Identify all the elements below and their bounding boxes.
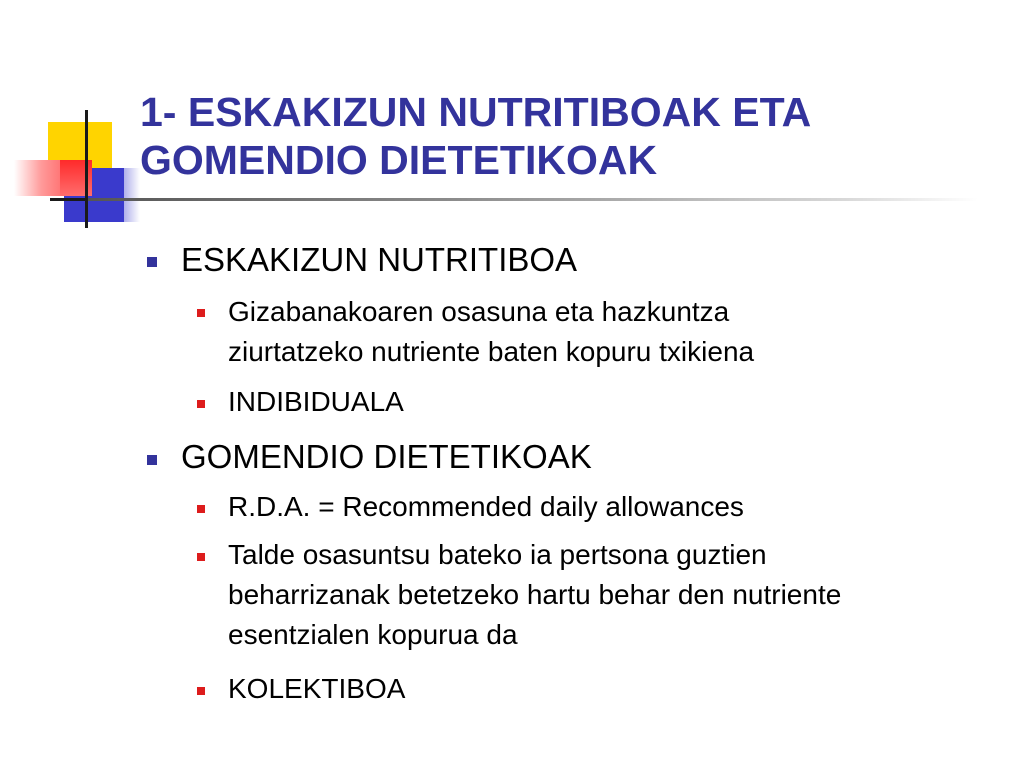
list-item-line: INDIBIDUALA bbox=[228, 386, 404, 417]
list-item-line: beharrizanak betetzeko hartu behar den nutriente bbox=[228, 579, 842, 610]
level2-bullet bbox=[197, 553, 205, 561]
level1-bullet bbox=[147, 257, 157, 267]
list-item bbox=[228, 535, 1008, 655]
list-item-line: esentzialen kopurua da bbox=[228, 619, 518, 650]
list-item-line: Gizabanakoaren osasuna eta hazkuntza bbox=[228, 296, 730, 327]
level1-bullet bbox=[147, 455, 157, 465]
list-item-line: R.D.A. = Recommended daily allowances bbox=[228, 491, 744, 522]
list-item-line: Talde osasuntsu bateko ia pertsona guztien bbox=[228, 539, 767, 570]
level2-bullet bbox=[197, 505, 205, 513]
level2-bullet bbox=[197, 400, 205, 408]
list-item bbox=[228, 382, 1008, 422]
level2-bullet bbox=[197, 309, 205, 317]
level2-bullet bbox=[197, 687, 205, 695]
list-item bbox=[228, 292, 1008, 372]
title-line-2: GOMENDIO DIETETIKOAK bbox=[140, 137, 658, 183]
list-item-line: KOLEKTIBOA bbox=[228, 673, 406, 704]
list-item bbox=[228, 487, 1008, 527]
section-heading: GOMENDIO DIETETIKOAK bbox=[181, 438, 592, 475]
list-item-line: ziurtatzeko nutriente baten kopuru txikiena bbox=[228, 336, 755, 367]
list-item bbox=[228, 669, 1008, 709]
section-heading: ESKAKIZUN NUTRITIBOA bbox=[181, 241, 578, 278]
title-line-1: 1- ESKAKIZUN NUTRITIBOAK ETA bbox=[140, 89, 812, 135]
